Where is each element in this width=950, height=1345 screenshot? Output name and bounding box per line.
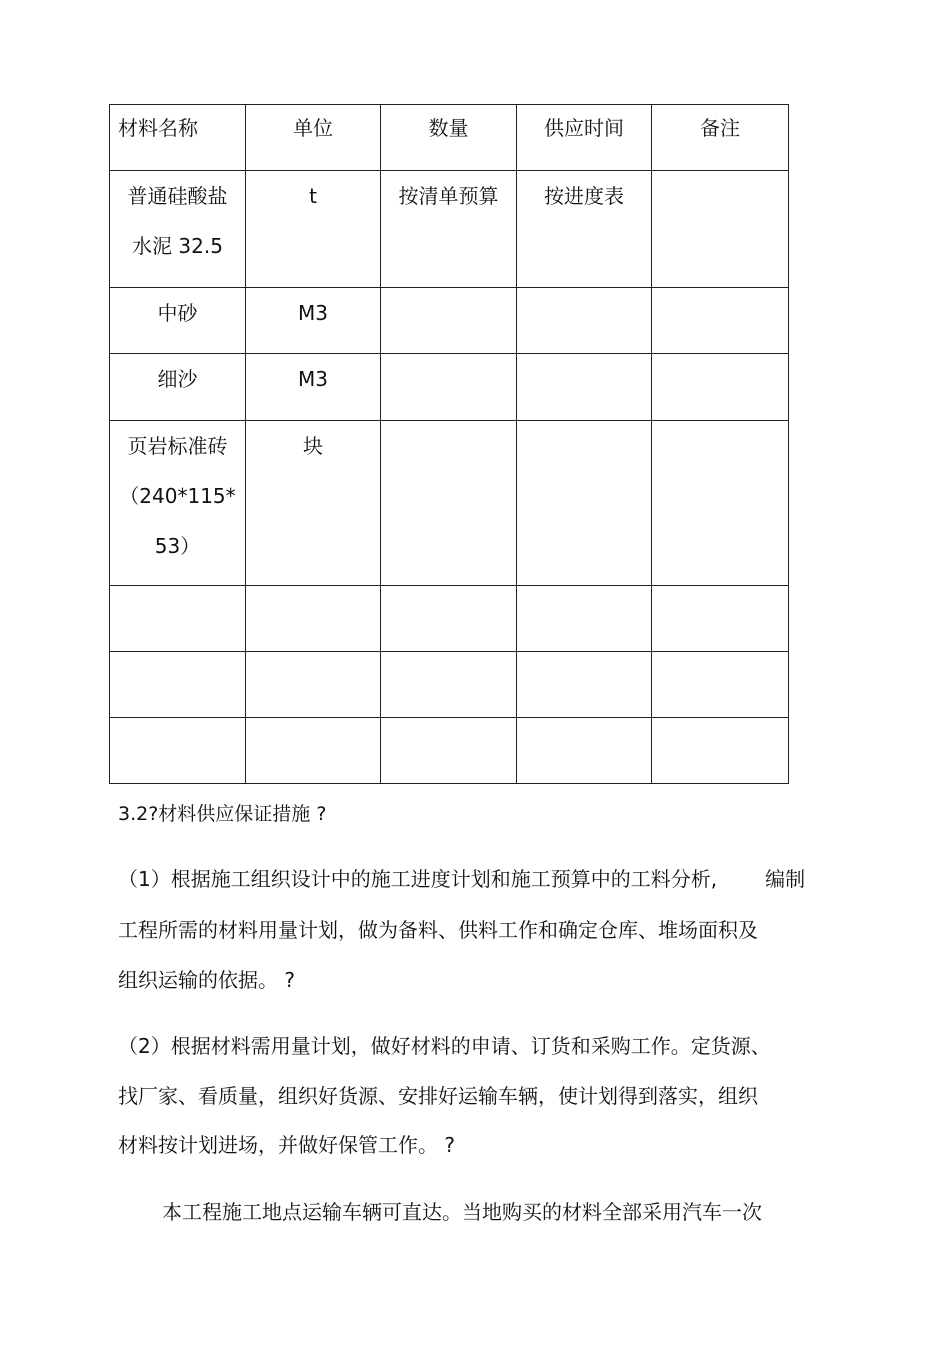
table-row [110, 171, 789, 288]
header-cell-time: 供应时间 [517, 105, 652, 171]
table-row [110, 354, 789, 421]
para1-line1-text: （1）根据施工组织设计中的施工进度计划和施工预算中的工料分析, [118, 867, 718, 891]
cell-qty [381, 354, 517, 421]
cell-name-line: 普通硅酸盐 [127, 184, 228, 208]
para1-line3: 组织运输的依据。 ? [118, 968, 295, 992]
cell-time: 按进度表 [517, 171, 652, 288]
header-cell-name: 材料名称 [110, 105, 246, 171]
table-row [110, 718, 789, 784]
cell-time [517, 421, 652, 586]
para3-line1: 本工程施工地点运输车辆可直达。当地购买的材料全部采用汽车一次 [162, 1200, 762, 1224]
cell-name [110, 421, 246, 586]
cell-note [652, 586, 789, 652]
cell-time [517, 586, 652, 652]
cell-unit: 块 [246, 421, 381, 586]
materials-table [109, 104, 789, 784]
cell-name [110, 171, 246, 288]
table-row [110, 586, 789, 652]
para2-line3: 材料按计划进场，并做好保管工作。 ? [118, 1133, 455, 1157]
table-row [110, 421, 789, 586]
cell-qty [381, 421, 517, 586]
cell-unit: t [246, 171, 381, 288]
cell-qty [381, 586, 517, 652]
cell-name-line: 53） [154, 534, 201, 558]
cell-unit [246, 718, 381, 784]
cell-qty [381, 652, 517, 718]
cell-name: 中砂 [110, 288, 246, 354]
header-cell-note: 备注 [652, 105, 789, 171]
cell-note [652, 718, 789, 784]
table-row [110, 652, 789, 718]
cell-time [517, 718, 652, 784]
cell-note [652, 421, 789, 586]
cell-name-line: （240*115* [119, 484, 236, 508]
para1-line1 [118, 863, 805, 892]
cell-name-line: 页岩标准砖 [127, 434, 228, 458]
para2-line2: 找厂家、看质量，组织好货源、安排好运输车辆，使计划得到落实，组织 [118, 1084, 758, 1108]
cell-qty [381, 288, 517, 354]
section-heading: 3.2?材料供应保证措施 ? [118, 803, 327, 825]
cell-qty [381, 718, 517, 784]
cell-name: 细沙 [110, 354, 246, 421]
cell-name [110, 652, 246, 718]
cell-unit [246, 586, 381, 652]
para1-line2: 工程所需的材料用量计划，做为备料、供料工作和确定仓库、堆场面积及 [118, 918, 758, 942]
header-cell-unit: 单位 [246, 105, 381, 171]
cell-name-line: 水泥 32.5 [132, 234, 223, 258]
cell-note [652, 171, 789, 288]
header-cell-qty: 数量 [381, 105, 517, 171]
cell-name [110, 586, 246, 652]
cell-note [652, 288, 789, 354]
cell-name [110, 718, 246, 784]
cell-note [652, 354, 789, 421]
cell-note [652, 652, 789, 718]
cell-time [517, 288, 652, 354]
table-header-row [110, 105, 789, 171]
cell-time [517, 652, 652, 718]
cell-unit: M3 [246, 288, 381, 354]
cell-unit [246, 652, 381, 718]
cell-qty: 按清单预算 [381, 171, 517, 288]
table-row [110, 288, 789, 354]
cell-unit: M3 [246, 354, 381, 421]
para2-line1: （2）根据材料需用量计划，做好材料的申请、订货和采购工作。定货源、 [118, 1034, 771, 1058]
cell-time [517, 354, 652, 421]
para1-line1-tail: 编制 [765, 867, 806, 891]
